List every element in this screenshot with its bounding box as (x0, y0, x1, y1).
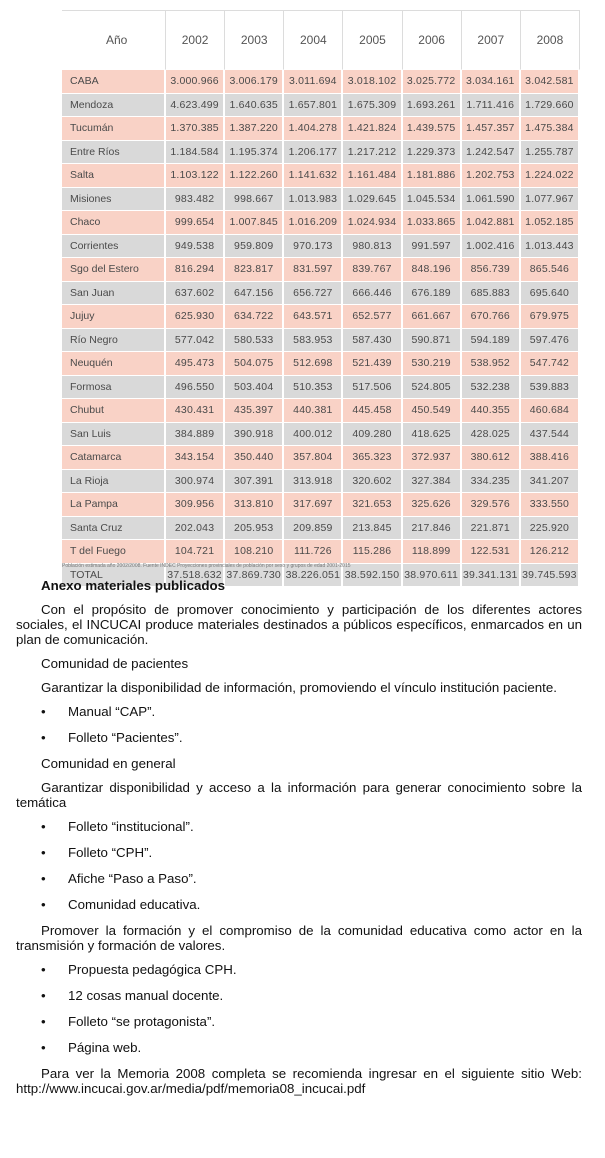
population-cell: 661.667 (403, 305, 462, 329)
population-cell: 539.883 (521, 376, 580, 400)
closing-paragraph: Para ver la Memoria 2008 completa se recomienda ingresar en el siguiente sitio Web: http://www.incucai.gov.ar/media/pdf/memoria08_incucai.pdf (16, 1066, 582, 1096)
section1-list (16, 704, 582, 745)
population-cell: 3.018.102 (343, 70, 402, 94)
population-cell: 104.721 (166, 540, 225, 564)
population-cell: 1.711.416 (462, 94, 521, 118)
population-cell: 445.458 (343, 399, 402, 423)
table-row (62, 211, 580, 235)
section-heading: Anexo materiales publicados (41, 578, 226, 593)
population-cell: 3.006.179 (225, 70, 284, 94)
population-cell: 656.727 (284, 282, 343, 306)
population-cell: 1.206.177 (284, 141, 343, 165)
province-cell: Sgo del Estero (62, 258, 166, 282)
list-item-text: Folleto “Pacientes”. (68, 730, 183, 745)
province-cell: La Rioja (62, 470, 166, 494)
list-item (16, 871, 582, 886)
population-cell: 430.431 (166, 399, 225, 423)
population-cell: 679.975 (521, 305, 580, 329)
population-cell: 1.387.220 (225, 117, 284, 141)
population-cell: 209.859 (284, 517, 343, 541)
population-cell: 594.189 (462, 329, 521, 353)
bullet-icon: • (41, 704, 46, 719)
header-2002: 2002 (166, 10, 225, 70)
population-cell: 670.766 (462, 305, 521, 329)
section2-text: Garantizar disponibilidad y acceso a la información para generar conocimiento sobre la temática (16, 780, 582, 810)
section1-title: Comunidad de pacientes (41, 656, 189, 671)
province-cell: CABA (62, 70, 166, 94)
header-2003: 2003 (225, 10, 284, 70)
population-cell: 637.602 (166, 282, 225, 306)
intro-paragraph: Con el propósito de promover conocimiento y participación de los diferentes actores sociales, el INCUCAI produce materiales destinados a públicos específicos, enmarcados en un plan de comunicación. (16, 602, 582, 647)
header-2006: 2006 (403, 10, 462, 70)
province-cell: San Juan (62, 282, 166, 306)
population-cell: 1.029.645 (343, 188, 402, 212)
population-cell: 1.224.022 (521, 164, 580, 188)
list-item (16, 962, 582, 977)
population-cell: 532.238 (462, 376, 521, 400)
population-cell: 1.024.934 (343, 211, 402, 235)
population-cell: 409.280 (343, 423, 402, 447)
population-cell: 856.739 (462, 258, 521, 282)
province-cell: Jujuy (62, 305, 166, 329)
population-cell: 643.571 (284, 305, 343, 329)
province-cell: Misiones (62, 188, 166, 212)
list-item-text: Manual “CAP”. (68, 704, 156, 719)
population-cell: 1.457.357 (462, 117, 521, 141)
population-cell: 1.229.373 (403, 141, 462, 165)
population-cell: 547.742 (521, 352, 580, 376)
population-cell: 1.657.801 (284, 94, 343, 118)
population-cell: 1.013.983 (284, 188, 343, 212)
population-cell: 111.726 (284, 540, 343, 564)
table-row (62, 70, 580, 94)
table-row (62, 399, 580, 423)
province-cell: Mendoza (62, 94, 166, 118)
list-item-text: Folleto “se protagonista”. (68, 1014, 216, 1029)
population-cell: 39.341.131 (462, 564, 521, 588)
list-item (16, 1014, 582, 1029)
population-cell: 676.189 (403, 282, 462, 306)
population-cell: 823.817 (225, 258, 284, 282)
population-cell: 1.404.278 (284, 117, 343, 141)
population-cell: 848.196 (403, 258, 462, 282)
population-cell: 998.667 (225, 188, 284, 212)
table-row (62, 258, 580, 282)
population-cell: 577.042 (166, 329, 225, 353)
population-cell: 300.974 (166, 470, 225, 494)
province-cell: Corrientes (62, 235, 166, 259)
population-cell: 983.482 (166, 188, 225, 212)
population-cell: 587.430 (343, 329, 402, 353)
population-cell: 590.871 (403, 329, 462, 353)
list-item (16, 730, 582, 745)
province-cell: San Luis (62, 423, 166, 447)
table-row (62, 493, 580, 517)
table-row (62, 352, 580, 376)
population-cell: 970.173 (284, 235, 343, 259)
population-cell: 597.476 (521, 329, 580, 353)
list-item (16, 1040, 582, 1055)
population-cell: 388.416 (521, 446, 580, 470)
header-2004: 2004 (284, 10, 343, 70)
population-cell: 530.219 (403, 352, 462, 376)
table-row (62, 540, 580, 564)
bullet-icon: • (41, 1014, 46, 1029)
population-cell: 1.729.660 (521, 94, 580, 118)
list-item (16, 704, 582, 719)
table-row (62, 282, 580, 306)
province-cell: Salta (62, 164, 166, 188)
population-cell: 634.722 (225, 305, 284, 329)
population-cell: 3.034.161 (462, 70, 521, 94)
population-cell: 521.439 (343, 352, 402, 376)
population-cell: 503.404 (225, 376, 284, 400)
province-cell: Catamarca (62, 446, 166, 470)
bullet-icon: • (41, 871, 46, 886)
list-item-text: Comunidad educativa. (68, 897, 201, 912)
population-cell: 999.654 (166, 211, 225, 235)
population-cell: 213.845 (343, 517, 402, 541)
population-cell: 1.007.845 (225, 211, 284, 235)
province-cell: Santa Cruz (62, 517, 166, 541)
population-cell: 108.210 (225, 540, 284, 564)
table-footnote: Población estimada año 2002/2008. Fuente INDEC Proyecciones provinciales de población por sexo y grupos de edad 2001-2015 (62, 563, 351, 569)
population-cell: 980.813 (343, 235, 402, 259)
population-cell: 440.381 (284, 399, 343, 423)
population-cell: 3.042.581 (521, 70, 580, 94)
bullet-icon: • (41, 962, 46, 977)
population-cell: 1.255.787 (521, 141, 580, 165)
bullet-icon: • (41, 988, 46, 1003)
population-cell: 1.013.443 (521, 235, 580, 259)
population-cell: 3.025.772 (403, 70, 462, 94)
population-cell: 321.653 (343, 493, 402, 517)
population-cell: 1.016.209 (284, 211, 343, 235)
population-cell: 202.043 (166, 517, 225, 541)
population-cell: 313.810 (225, 493, 284, 517)
population-cell: 37.518.632 (166, 564, 225, 588)
population-cell: 221.871 (462, 517, 521, 541)
table-row (62, 517, 580, 541)
population-cell: 959.809 (225, 235, 284, 259)
population-cell: 510.353 (284, 376, 343, 400)
table-header-row (62, 10, 580, 70)
population-cell: 580.533 (225, 329, 284, 353)
table-row (62, 329, 580, 353)
population-cell: 685.883 (462, 282, 521, 306)
population-cell: 538.952 (462, 352, 521, 376)
table-row (62, 423, 580, 447)
population-cell: 1.061.590 (462, 188, 521, 212)
population-cell: 496.550 (166, 376, 225, 400)
population-cell: 4.623.499 (166, 94, 225, 118)
population-cell: 1.033.865 (403, 211, 462, 235)
population-cell: 1.077.967 (521, 188, 580, 212)
population-cell: 126.212 (521, 540, 580, 564)
population-cell: 1.141.632 (284, 164, 343, 188)
population-cell: 839.767 (343, 258, 402, 282)
population-cell: 517.506 (343, 376, 402, 400)
population-table (62, 10, 580, 587)
population-cell: 1.217.212 (343, 141, 402, 165)
population-cell: 991.597 (403, 235, 462, 259)
population-cell: 329.576 (462, 493, 521, 517)
population-cell: 1.122.260 (225, 164, 284, 188)
population-cell: 357.804 (284, 446, 343, 470)
table-row (62, 235, 580, 259)
population-cell: 450.549 (403, 399, 462, 423)
list-item-text: 12 cosas manual docente. (68, 988, 224, 1003)
population-cell: 435.397 (225, 399, 284, 423)
province-cell: T del Fuego (62, 540, 166, 564)
province-cell: La Pampa (62, 493, 166, 517)
population-cell: 400.012 (284, 423, 343, 447)
population-cell: 1.202.753 (462, 164, 521, 188)
population-cell: 225.920 (521, 517, 580, 541)
population-cell: 625.930 (166, 305, 225, 329)
population-cell: 327.384 (403, 470, 462, 494)
population-cell: 38.970.611 (403, 564, 462, 588)
table-row (62, 164, 580, 188)
province-cell: Río Negro (62, 329, 166, 353)
population-cell: 115.286 (343, 540, 402, 564)
bullet-icon: • (41, 845, 46, 860)
list-item-text: Página web. (68, 1040, 142, 1055)
population-cell: 1.640.635 (225, 94, 284, 118)
population-cell: 122.531 (462, 540, 521, 564)
list-item-text: Afiche “Paso a Paso”. (68, 871, 197, 886)
table-row (62, 446, 580, 470)
population-cell: 343.154 (166, 446, 225, 470)
population-cell: 1.421.824 (343, 117, 402, 141)
header-2008: 2008 (521, 10, 580, 70)
table-row (62, 117, 580, 141)
population-cell: 1.242.547 (462, 141, 521, 165)
table-body (62, 70, 580, 587)
population-cell: 325.626 (403, 493, 462, 517)
population-cell: 390.918 (225, 423, 284, 447)
population-cell: 309.956 (166, 493, 225, 517)
population-cell: 1.675.309 (343, 94, 402, 118)
population-cell: 1.052.185 (521, 211, 580, 235)
population-cell: 1.181.886 (403, 164, 462, 188)
list-item (16, 897, 582, 912)
population-cell: 3.000.966 (166, 70, 225, 94)
population-cell: 118.899 (403, 540, 462, 564)
bullet-icon: • (41, 819, 46, 834)
header-2005: 2005 (343, 10, 402, 70)
table-row (62, 305, 580, 329)
population-cell: 949.538 (166, 235, 225, 259)
population-cell: 666.446 (343, 282, 402, 306)
population-cell: 1.161.484 (343, 164, 402, 188)
province-cell: Neuquén (62, 352, 166, 376)
population-cell: 652.577 (343, 305, 402, 329)
population-cell: 38.226.051 (284, 564, 343, 588)
list-item-text: Propuesta pedagógica CPH. (68, 962, 237, 977)
population-cell: 1.475.384 (521, 117, 580, 141)
population-cell: 1.103.122 (166, 164, 225, 188)
population-cell: 1.370.385 (166, 117, 225, 141)
population-cell: 816.294 (166, 258, 225, 282)
population-cell: 1.042.881 (462, 211, 521, 235)
population-cell: 831.597 (284, 258, 343, 282)
population-cell: 317.697 (284, 493, 343, 517)
list-item (16, 988, 582, 1003)
population-cell: 334.235 (462, 470, 521, 494)
population-cell: 341.207 (521, 470, 580, 494)
population-cell: 1.045.534 (403, 188, 462, 212)
province-cell: Entre Ríos (62, 141, 166, 165)
population-cell: 1.439.575 (403, 117, 462, 141)
population-cell: 365.323 (343, 446, 402, 470)
province-cell: Chubut (62, 399, 166, 423)
section2-title: Comunidad en general (41, 756, 176, 771)
population-cell: 418.625 (403, 423, 462, 447)
population-cell: 504.075 (225, 352, 284, 376)
population-cell: 37.869.730 (225, 564, 284, 588)
population-cell: 460.684 (521, 399, 580, 423)
province-cell: Tucumán (62, 117, 166, 141)
population-table-wrapper (62, 10, 580, 587)
bullet-icon: • (41, 897, 46, 912)
table-row (62, 188, 580, 212)
population-cell: 384.889 (166, 423, 225, 447)
population-cell: 205.953 (225, 517, 284, 541)
population-cell: 428.025 (462, 423, 521, 447)
province-cell: TOTAL (62, 564, 166, 588)
population-cell: 495.473 (166, 352, 225, 376)
population-cell: 39.745.593 (521, 564, 580, 588)
population-cell: 217.846 (403, 517, 462, 541)
population-cell: 695.640 (521, 282, 580, 306)
bullet-icon: • (41, 1040, 46, 1055)
population-cell: 350.440 (225, 446, 284, 470)
population-cell: 320.602 (343, 470, 402, 494)
province-cell: Chaco (62, 211, 166, 235)
table-row (62, 470, 580, 494)
document-body (16, 578, 582, 1096)
list-item-text: Folleto “institucional”. (68, 819, 194, 834)
table-row (62, 141, 580, 165)
population-cell: 647.156 (225, 282, 284, 306)
population-cell: 313.918 (284, 470, 343, 494)
population-cell: 1.693.261 (403, 94, 462, 118)
list-item (16, 819, 582, 834)
list-item-text: Folleto “CPH”. (68, 845, 153, 860)
section2-list (16, 819, 582, 912)
population-cell: 583.953 (284, 329, 343, 353)
population-cell: 1.002.416 (462, 235, 521, 259)
section3-list (16, 962, 582, 1055)
population-cell: 307.391 (225, 470, 284, 494)
list-item (16, 845, 582, 860)
population-cell: 437.544 (521, 423, 580, 447)
section3-text: Promover la formación y el compromiso de la comunidad educativa como actor en la transmisión y formación de valores. (16, 923, 582, 953)
table-row (62, 94, 580, 118)
population-cell: 38.592.150 (343, 564, 402, 588)
section1-text: Garantizar la disponibilidad de información, promoviendo el vínculo institución paciente. (41, 680, 557, 695)
population-cell: 372.937 (403, 446, 462, 470)
population-cell: 380.612 (462, 446, 521, 470)
population-cell: 1.195.374 (225, 141, 284, 165)
population-cell: 512.698 (284, 352, 343, 376)
population-cell: 440.355 (462, 399, 521, 423)
header-year-label: Año (62, 10, 166, 70)
bullet-icon: • (41, 730, 46, 745)
population-cell: 865.546 (521, 258, 580, 282)
population-cell: 1.184.584 (166, 141, 225, 165)
table-row (62, 376, 580, 400)
population-cell: 333.550 (521, 493, 580, 517)
population-cell: 524.805 (403, 376, 462, 400)
population-cell: 3.011.694 (284, 70, 343, 94)
province-cell: Formosa (62, 376, 166, 400)
header-2007: 2007 (462, 10, 521, 70)
